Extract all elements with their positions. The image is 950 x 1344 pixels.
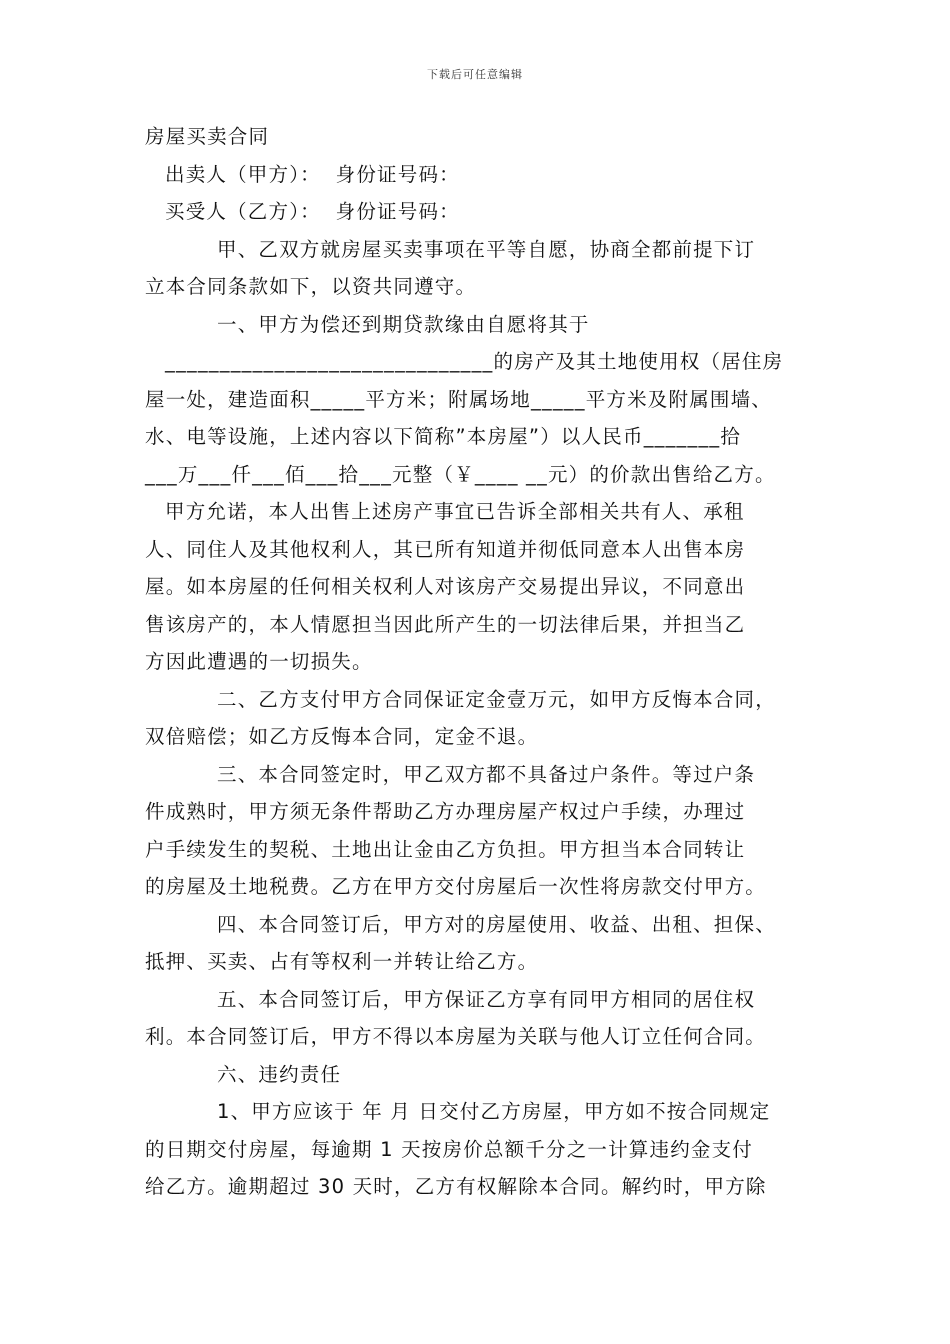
preamble-line-2: 立本合同条款如下，以资共同遵守。 [145,275,477,298]
clause-5-line-1: 五、本合同签订后，甲方保证乙方享有同甲方相同的居住权 [217,987,756,1011]
clause-2-line-1: 二、乙方支付甲方合同保证定金壹万元，如甲方反悔本合同， [217,687,776,711]
promise-line-4: 售该房产的，本人情愿担当因此所产生的一切法律后果，并担当乙 [145,612,746,636]
clause-3-line-4: 的房屋及土地税费。乙方在甲方交付房屋后一次性将房款交付甲方。 [145,875,767,898]
clause-6-1-line-2: 的日期交付房屋，每逾期 1 天按房价总额千分之一计算违约金支付 [145,1137,754,1161]
promise-line-5: 方因此遭遇的一切损失。 [145,650,373,673]
clause-1-line-5: ___万___仟___佰___拾___元整（￥____ __元）的价款出售给乙方。 [145,462,776,486]
clause-6-1-line-3: 给乙方。逾期超过 30 天时，乙方有权解除本合同。解约时，甲方除 [145,1175,767,1198]
promise-line-2: 人、同住人及其他权利人，其已所有知道并彻低同意本人出售本房 [145,537,746,561]
buyer-line: 买受人（乙方）： 身份证号码： [165,200,460,223]
clause-3-line-3: 户手续发生的契税、土地出让金由乙方负担。甲方担当本合同转让 [145,837,746,861]
clause-4-line-2: 抵押、买卖、占有等权利一并转让给乙方。 [145,950,539,973]
contract-body [145,118,813,1206]
clause-3-line-1: 三、本合同签定时，甲乙双方都不具备过户条件。等过户条 [217,762,756,786]
clause-1-line-1: 一、甲方为偿还到期贷款缘由自愿将其于 [217,312,590,336]
clause-6-1-line-1: 1、甲方应该于 年 月 日交付乙方房屋，甲方如不按合同规定 [217,1100,771,1123]
seller-line: 出卖人（甲方）： 身份证号码： [165,162,460,186]
preamble-line-1: 甲、乙双方就房屋买卖事项在平等自愿，协商全都前提下订 [217,237,756,261]
clause-6-heading: 六、违约责任 [217,1062,342,1086]
clause-5-line-2: 利。本合同签订后，甲方不得以本房屋为关联与他人订立任何合同。 [145,1025,767,1048]
clause-4-line-1: 四、本合同签订后，甲方对的房屋使用、收益、出租、担保、 [217,912,776,936]
clause-1-line-3: 屋一处，建造面积_____平方米；附属场地_____平方米及附属围墙、 [145,387,773,411]
header-note: 下载后可任意编辑 [427,68,523,81]
promise-line-3: 屋。如本房屋的任何相关权利人对该房产交易提出异议，不同意出 [145,575,746,598]
contract-title: 房屋买卖合同 [145,125,270,148]
clause-1-line-2: ______________________________的房产及其土地使用权（居住房 [165,350,784,373]
clause-1-line-4: 水、电等设施，上述内容以下简称”本房屋”）以人民币_______拾 [145,425,742,448]
clause-2-line-2: 双倍赔偿；如乙方反悔本合同，定金不退。 [145,725,539,748]
promise-line-1: 甲方允诺，本人出售上述房产事宜已告诉全部相关共有人、承租 [165,500,745,523]
clause-3-line-2: 件成熟时，甲方须无条件帮助乙方办理房屋产权过户手续，办理过 [145,800,746,823]
